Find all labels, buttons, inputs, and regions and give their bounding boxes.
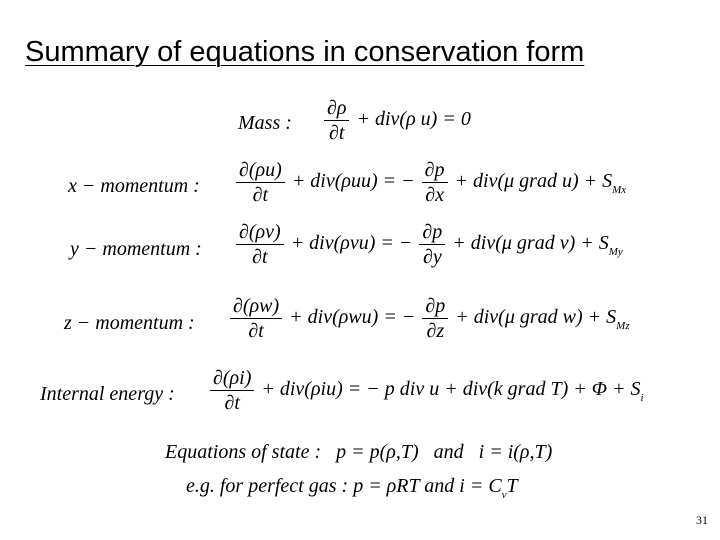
internal-energy-label: Internal energy : <box>40 383 175 405</box>
mass-fraction <box>324 98 349 143</box>
internal-energy-rest: + div(ρiu) = − p div u + div(k grad T) + Φ + S <box>261 378 641 401</box>
perfect-gas-subscript: v <box>501 489 507 501</box>
slide-title: Summary of equations in conservation form <box>25 36 585 68</box>
mass-numerator: ∂ρ <box>324 98 349 121</box>
z-momentum-label: z − momentum : <box>64 312 195 334</box>
z-momentum-numerator-2: ∂p <box>422 296 448 319</box>
internal-energy-fraction <box>210 368 254 413</box>
internal-energy-denominator: ∂t <box>224 392 240 414</box>
x-momentum-fraction-1 <box>236 160 285 205</box>
x-momentum-label: x − momentum : <box>68 175 200 197</box>
y-momentum-numerator-2: ∂p <box>419 222 445 245</box>
x-momentum-numerator-1: ∂(ρu) <box>236 160 285 183</box>
mass-equation <box>322 98 471 143</box>
page-number: 31 <box>696 513 708 527</box>
mass-rest: + div(ρ u) = 0 <box>356 108 471 131</box>
mass-denominator: ∂t <box>329 122 345 144</box>
x-momentum-denominator-2: ∂x <box>425 184 444 206</box>
z-momentum-subscript: Mz <box>616 320 630 333</box>
y-momentum-mid: + div(ρvu) = − <box>290 232 413 255</box>
z-momentum-equation <box>228 296 630 341</box>
x-momentum-fraction-2 <box>422 160 448 205</box>
y-momentum-label: y − momentum : <box>70 238 202 260</box>
y-momentum-equation <box>234 222 623 267</box>
x-momentum-denominator-1: ∂t <box>252 184 269 206</box>
internal-energy-equation <box>208 368 644 413</box>
y-momentum-fraction-2 <box>419 222 445 267</box>
x-momentum-mid: + div(ρuu) = − <box>291 170 415 193</box>
internal-energy-numerator: ∂(ρi) <box>210 368 254 391</box>
y-momentum-denominator-1: ∂t <box>252 246 268 268</box>
y-momentum-rest: + div(μ grad v) + S <box>452 232 609 255</box>
z-momentum-fraction-1 <box>230 296 282 341</box>
x-momentum-subscript: Mx <box>612 184 627 197</box>
z-momentum-mid: + div(ρwu) = − <box>289 306 416 329</box>
z-momentum-denominator-1: ∂t <box>248 320 264 342</box>
equations-of-state: Equations of state : p = p(ρ,T) and i = i(ρ,T) <box>165 441 553 463</box>
z-momentum-rest: + div(μ grad w) + S <box>455 306 617 329</box>
perfect-gas-text: e.g. for perfect gas : p = ρRT and i = C <box>186 475 502 497</box>
y-momentum-fraction-1 <box>236 222 284 267</box>
x-momentum-equation <box>234 160 626 205</box>
perfect-gas-equation <box>186 475 518 501</box>
y-momentum-numerator-1: ∂(ρv) <box>236 222 284 245</box>
y-momentum-subscript: My <box>608 246 623 259</box>
internal-energy-subscript: i <box>640 392 644 405</box>
x-momentum-numerator-2: ∂p <box>422 160 448 183</box>
z-momentum-fraction-2 <box>422 296 448 341</box>
perfect-gas-end: T <box>506 475 518 497</box>
y-momentum-denominator-2: ∂y <box>422 246 442 268</box>
z-momentum-numerator-1: ∂(ρw) <box>230 296 282 319</box>
z-momentum-denominator-2: ∂z <box>426 320 445 342</box>
mass-label: Mass : <box>238 112 292 134</box>
x-momentum-rest: + div(μ grad u) + S <box>454 170 613 193</box>
